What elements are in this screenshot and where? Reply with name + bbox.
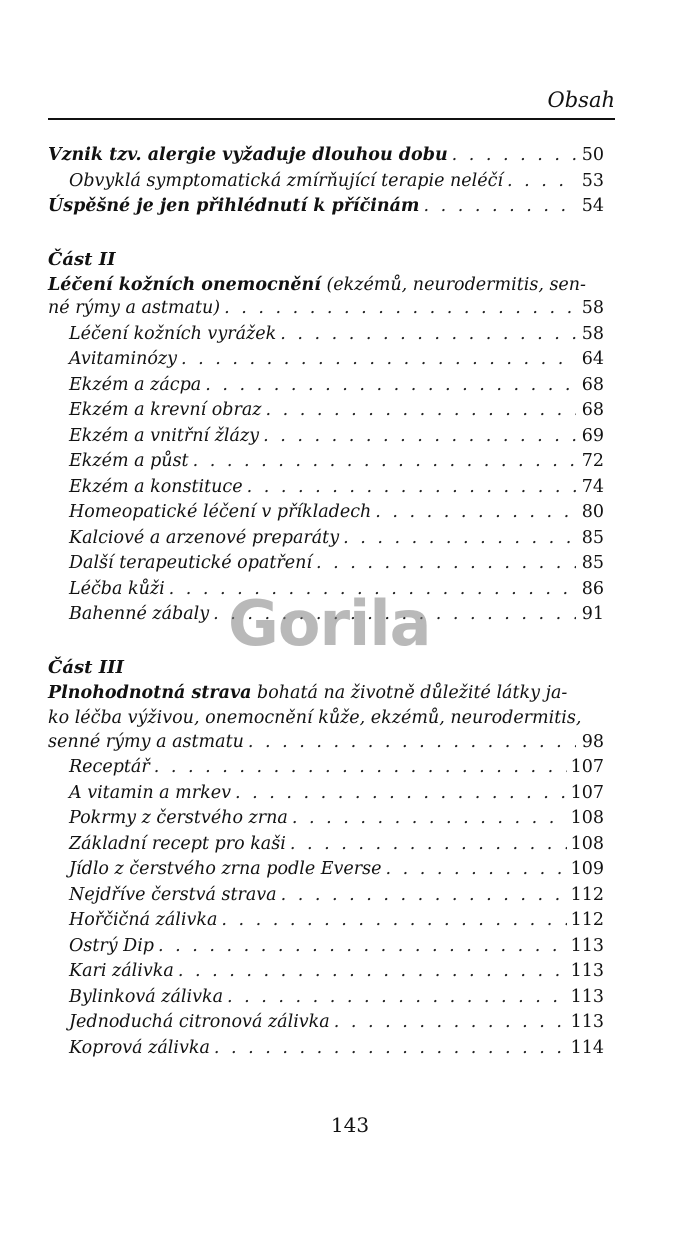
leader-dots xyxy=(248,732,576,752)
toc-entry xyxy=(48,477,604,503)
toc-entry xyxy=(48,961,604,987)
toc-entry-title: Léčba kůži xyxy=(69,578,165,599)
toc-entry xyxy=(48,910,604,936)
toc-entry-title: Ostrý Dip xyxy=(69,935,155,956)
toc-entry xyxy=(48,298,604,324)
toc-entry-page: 113 xyxy=(570,935,604,956)
toc-entry-page: 58 xyxy=(581,323,604,344)
toc-entry-page: 113 xyxy=(570,1012,604,1032)
toc-entry-page: 68 xyxy=(581,400,604,420)
toc-entry xyxy=(48,987,604,1013)
part-label: Část II xyxy=(48,248,116,270)
leader-dots xyxy=(280,324,576,344)
toc-entry xyxy=(48,400,604,426)
leader-dots xyxy=(214,1038,567,1058)
toc-entry xyxy=(48,528,604,554)
leader-dots xyxy=(385,859,566,879)
leader-dots xyxy=(158,936,567,956)
toc-entry xyxy=(48,426,604,452)
header-rule xyxy=(48,118,615,120)
toc-entry-page: 58 xyxy=(581,298,604,318)
toc-entry-page: 108 xyxy=(570,808,604,828)
toc-entry-page: 54 xyxy=(581,196,604,216)
toc-entry xyxy=(48,553,604,579)
toc-entry-title: senné rýmy a astmatu xyxy=(48,731,244,752)
leader-dots xyxy=(423,196,576,216)
toc-entry-title: Kari zálivka xyxy=(69,961,174,981)
toc-entry-title: Základní recept pro kaši xyxy=(69,833,286,854)
toc-entry-page: 91 xyxy=(581,604,604,624)
toc-entry-title: Další terapeutické opatření xyxy=(69,553,312,573)
leader-dots xyxy=(316,553,576,573)
part-heading-line: ko léčba výživou, onemocnění kůže, ekzémů, neurodermitis, xyxy=(48,708,582,728)
toc-entry-title: Jednoduchá citronová zálivka xyxy=(69,1012,330,1032)
leader-dots xyxy=(193,451,576,471)
toc-entry xyxy=(48,502,604,528)
leader-dots xyxy=(221,910,566,930)
toc-entry-title: Úspěšné je jen přihlédnutí k příčinám xyxy=(48,196,420,216)
toc-entry-page: 107 xyxy=(570,757,604,777)
part-heading-bold: Plnohodnotná strava xyxy=(48,682,252,703)
toc-entry-title: Vznik tzv. alergie vyžaduje dlouhou dobu xyxy=(48,145,448,165)
toc-entry-title: Obvyklá symptomatická zmírňující terapie neléčí xyxy=(69,170,503,191)
toc-entry xyxy=(48,145,604,171)
leader-dots xyxy=(334,1012,567,1032)
toc-entry xyxy=(48,1012,604,1038)
leader-dots xyxy=(154,757,567,777)
toc-entry xyxy=(48,757,604,783)
toc-entry xyxy=(48,1038,604,1064)
toc-entry-title: Koprová zálivka xyxy=(69,1037,210,1058)
toc-entry xyxy=(48,375,604,401)
toc-entry xyxy=(48,885,604,911)
part-heading-bold: Léčení kožních onemocnění xyxy=(48,274,321,295)
toc-entry xyxy=(48,936,604,962)
toc-entry xyxy=(48,171,604,197)
toc-entry-page: 53 xyxy=(581,170,604,191)
leader-dots xyxy=(205,375,576,395)
toc-entry xyxy=(48,834,604,860)
leader-dots xyxy=(266,400,576,420)
toc-entry-page: 80 xyxy=(581,502,604,522)
toc-entry-title: Ekzém a půst xyxy=(69,451,189,471)
leader-dots xyxy=(290,834,567,854)
leader-dots xyxy=(281,885,567,905)
toc-entry-page: 85 xyxy=(581,553,604,573)
toc-entry-title: Ekzém a zácpa xyxy=(69,374,202,395)
toc-entry-title: Pokrmy z čerstvého zrna xyxy=(69,808,288,828)
toc-entry-title: Jídlo z čerstvého zrna podle Everse xyxy=(69,859,382,879)
toc-entry-title: Léčení kožních vyrážek xyxy=(69,323,277,344)
leader-dots xyxy=(178,961,567,981)
toc-entry-page: 113 xyxy=(570,986,604,1007)
toc-entry-title: Receptář xyxy=(69,757,150,777)
part-heading xyxy=(48,273,604,299)
toc-entry-title: né rýmy a astmatu) xyxy=(48,298,221,318)
toc-entry xyxy=(48,349,604,375)
leader-dots xyxy=(247,477,576,497)
leader-dots xyxy=(227,987,567,1007)
toc-entry-page: 109 xyxy=(570,859,604,879)
toc-entry-page: 86 xyxy=(581,578,604,599)
toc-entry-page: 72 xyxy=(581,451,604,471)
toc-entry-title: Hořčičná zálivka xyxy=(69,910,218,930)
toc-entry-title: Ekzém a vnitřní žlázy xyxy=(69,425,260,446)
toc-entry xyxy=(48,859,604,885)
toc-entry xyxy=(48,324,604,350)
toc-entry-title: Bahenné zábaly xyxy=(69,604,210,624)
part-heading-rest: bohatá na životně důležité látky ja- xyxy=(251,682,568,703)
page-number: 143 xyxy=(330,1113,370,1137)
toc-entry-page: 98 xyxy=(581,731,604,752)
toc-entry-page: 74 xyxy=(581,476,604,497)
toc-entry-title: Bylinková zálivka xyxy=(69,986,224,1007)
toc-entry-page: 108 xyxy=(570,833,604,854)
toc-entry-page: 113 xyxy=(570,961,604,981)
toc-entry-title: Nejdříve čerstvá strava xyxy=(69,884,277,905)
toc-intro-section xyxy=(48,145,604,222)
toc-entry-title: Ekzém a konstituce xyxy=(69,476,243,497)
toc-entry-page: 107 xyxy=(570,782,604,803)
toc-entry-page: 50 xyxy=(581,145,604,165)
toc-entry-page: 85 xyxy=(581,527,604,548)
toc-entry-title: Avitaminózy xyxy=(69,349,177,369)
running-header: Obsah xyxy=(547,88,615,112)
toc-entry xyxy=(48,196,604,222)
toc-entry-title: A vitamin a mrkev xyxy=(69,782,231,803)
leader-dots xyxy=(292,808,567,828)
leader-dots xyxy=(224,298,576,318)
leader-dots xyxy=(375,502,576,522)
part-heading xyxy=(48,681,604,707)
toc-entry-page: 112 xyxy=(570,884,604,905)
watermark-logo: Gorila xyxy=(228,587,431,660)
toc-entry-title: Ekzém a krevní obraz xyxy=(69,400,262,420)
toc-entry xyxy=(48,808,604,834)
part-items xyxy=(48,757,604,1063)
toc-entry-page: 114 xyxy=(570,1037,604,1058)
toc-entry-page: 64 xyxy=(581,349,604,369)
toc-entry xyxy=(48,783,604,809)
leader-dots xyxy=(181,349,576,369)
part-label: Část III xyxy=(48,656,124,678)
leader-dots xyxy=(507,171,576,191)
leader-dots xyxy=(235,783,567,803)
toc-entry xyxy=(48,451,604,477)
toc-entry-page: 69 xyxy=(581,425,604,446)
toc-entry-title: Homeopatické léčení v příkladech xyxy=(69,502,372,522)
toc-entry-page: 112 xyxy=(570,910,604,930)
leader-dots xyxy=(343,528,576,548)
toc-entry-page: 68 xyxy=(581,374,604,395)
leader-dots xyxy=(452,145,576,165)
part-heading-rest: (ekzémů, neurodermitis, sen- xyxy=(320,274,586,295)
leader-dots xyxy=(263,426,576,446)
toc-entry xyxy=(48,732,604,758)
toc-entry-title: Kalciové a arzenové preparáty xyxy=(69,527,340,548)
